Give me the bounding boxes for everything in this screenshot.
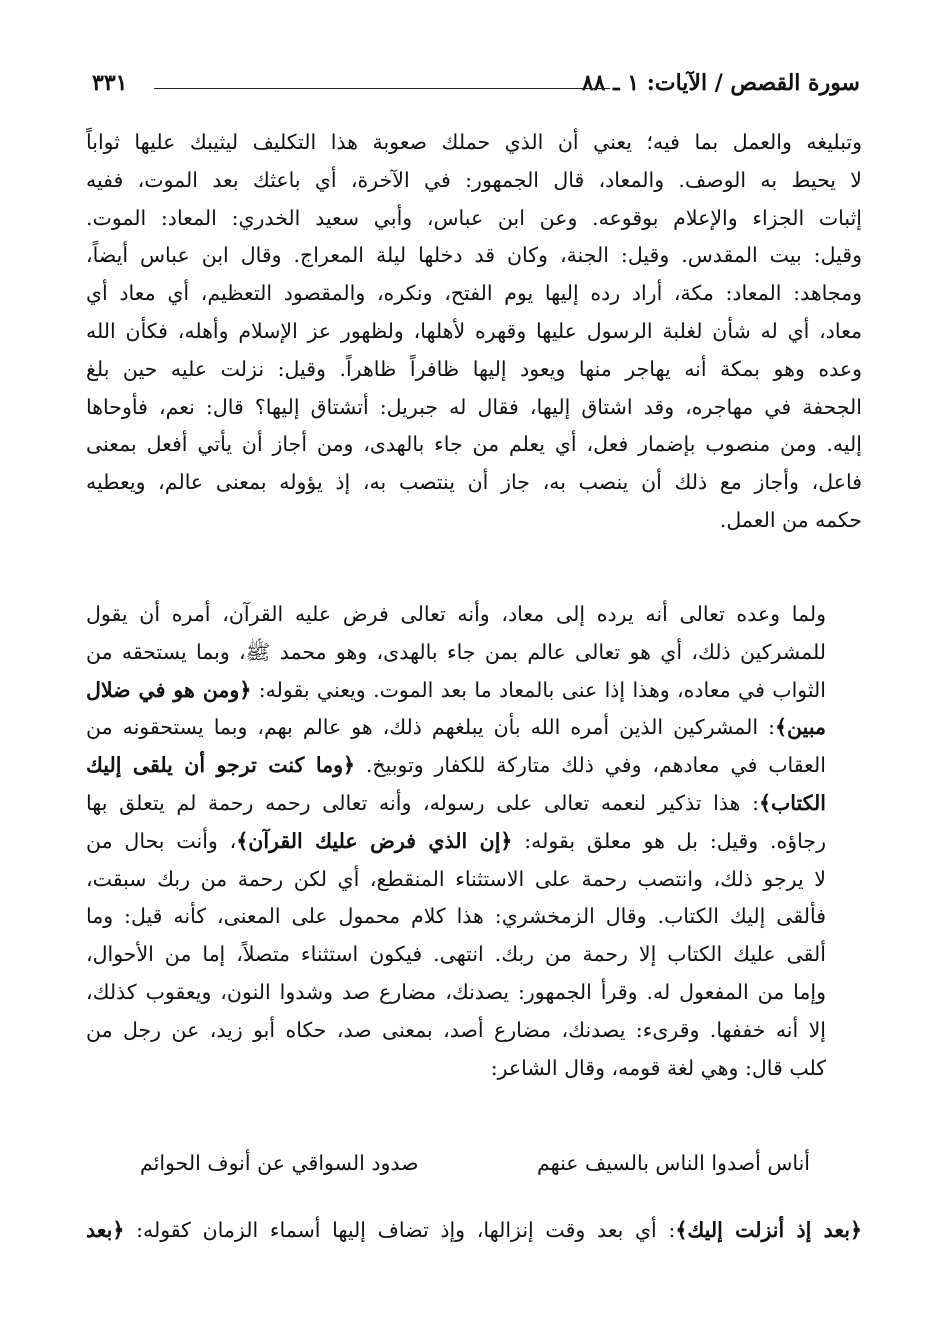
text-line: كلب قال: وهي لغة قومه، وقال الشاعر: xyxy=(490,1055,826,1080)
text-segment: رجاؤه. وقيل: بل هو معلق بقوله: xyxy=(512,828,826,853)
text-line xyxy=(86,785,862,823)
text-line: الجحفة في مهاجره، وقد اشتاق إليها، فقال له جبريل: أتشتاق إليها؟ قال: نعم، فأوحاها xyxy=(86,394,862,419)
text-line xyxy=(86,747,862,785)
quran-quote: ﴿وما كنت ترجو أن يلقى إليك xyxy=(86,753,355,778)
header-rule xyxy=(154,88,610,89)
text-line xyxy=(86,1212,862,1250)
text-segment: : المشركين الذين أمره الله بأن يبلغهم ذلك، هو عالم بهم، وبما يستحقونه من xyxy=(86,715,776,740)
text-line: لا يحيط به الوصف. والمعاد، قال الجمهور: في الآخرة، أي باعثك بعد الموت، ففيه xyxy=(86,167,862,192)
final-paragraph xyxy=(86,1212,862,1250)
text-line: إثبات الجزاء والإعلام بوقوعه. وعن ابن عباس، وأبي سعيد الخدري: المعاد: الموت. xyxy=(86,205,862,230)
text-line: فألقى إليك الكتاب. وقال الزمخشري: هذا كلام محمول على المعنى، كأنه قيل: وما xyxy=(86,904,826,929)
text-line: وعده وهو بمكة أنه يهاجر منها ويعود إليها ظافراً ظاهراً. وقيل: نزلت عليه حين بلغ xyxy=(86,356,862,381)
text-line: للمشركين ذلك، أي هو تعالى عالم بمن جاء بالهدى، وهو محمد ﷺ، وبما يستحقه من xyxy=(86,639,826,664)
text-line: إلا أنه خففها. وقرىء: يصدنك، مضارع أصد، بمعنى صد، حكاه أبو زيد، عن رجل من xyxy=(86,1017,826,1042)
text-line: ولما وعده تعالى أنه يرده إلى معاد، وأنه تعالى فرض عليه القرآن، أمره أن يقول xyxy=(86,602,826,626)
verse-second-hemistich: صدود السواقي عن أنوف الحوائم xyxy=(140,1151,419,1175)
poetry-verse xyxy=(140,1145,810,1185)
quran-quote: ﴿بعد xyxy=(86,1218,125,1242)
text-segment: : هذا تذكير لنعمه تعالى على رسوله، وأنه تعالى رحمه رحمة لم يتعلق بها xyxy=(86,790,759,815)
text-line: وقيل: بيت المقدس. وقيل: الجنة، وكان قد دخلها ليلة المعراج. وقال ابن عباس أيضاً، xyxy=(86,243,862,268)
text-segment: العقاب في معادهم، وفي ذلك متاركة للكفار وتوبيخ. xyxy=(354,753,826,778)
text-line: ومجاهد: المعاد: مكة، أراد رده إليها يوم الفتح، ونكره، والمقصود التعظيم، أي معاد أي xyxy=(86,281,862,306)
quran-quote: ﴿ومن هو في ضلال xyxy=(86,677,252,702)
quran-quote: ﴿بعد إذ أنزلت إليك﴾ xyxy=(675,1218,862,1242)
text-line xyxy=(86,823,862,861)
text-line: لا يرجو ذلك، وانتصب رحمة على الاستثناء المنقطع، أي لكن رحمة من ربك سبقت، xyxy=(86,866,826,891)
text-line xyxy=(86,709,862,747)
text-line: معاد، أي له شأن لغلبة الرسول عليها وقهره لأهلها، ولظهور عز الإسلام وأهله، فكأن الله xyxy=(86,318,862,343)
text-line: وإما من المفعول له. وقرأ الجمهور: يصدنك، مضارع صد وشدوا النون، ويعقوب كذلك، xyxy=(86,979,826,1004)
text-line: ألقى عليك الكتاب إلا رحمة من ربك. انتهى. فيكون استثناء متصلاً، إما من الأحوال، xyxy=(86,942,826,967)
page-number: ٣٣١ xyxy=(92,70,128,96)
running-title: سورة القصص / الآيات: ١ ـ ٨٨ xyxy=(581,70,860,96)
verse-first-hemistich: أناس أصدوا الناس بالسيف عنهم xyxy=(537,1151,810,1175)
text-line: فاعل، وأجاز مع ذلك أن ينصب به، جاز أن ينتصب به، إذ يؤوله بمعنى عالم، ويعطيه xyxy=(86,470,862,495)
text-line: حكمه من العمل. xyxy=(719,507,862,532)
text-line xyxy=(86,672,862,710)
page-header xyxy=(92,64,860,104)
text-line: إليه. ومن منصوب بإضمار فعل، أي يعلم من جاء بالهدى، ومن أجاز أن يأتي أفعل بمعنى xyxy=(86,432,862,457)
quran-quote: الكتاب﴾ xyxy=(758,790,826,815)
quran-quote: ﴿إن الذي فرض عليك القرآن﴾ xyxy=(236,828,513,853)
text-segment: : أي بعد وقت إنزالها، وإذ تضاف إليها أسماء الزمان كقوله: xyxy=(124,1218,676,1242)
text-segment: ، وأنت بحال من xyxy=(86,828,237,853)
quran-quote: مبين﴾ xyxy=(775,715,826,740)
paragraph-2 xyxy=(86,596,862,1087)
text-segment: الثواب في معاده، وهذا إذا عنى بالمعاد ما بعد الموت. ويعني بقوله: xyxy=(251,677,827,702)
paragraph-1 xyxy=(86,124,862,540)
text-line: وتبليغه والعمل بما فيه؛ يعني أن الذي حملك صعوبة هذا التكليف ليثيبك عليها ثواباً xyxy=(86,130,862,154)
